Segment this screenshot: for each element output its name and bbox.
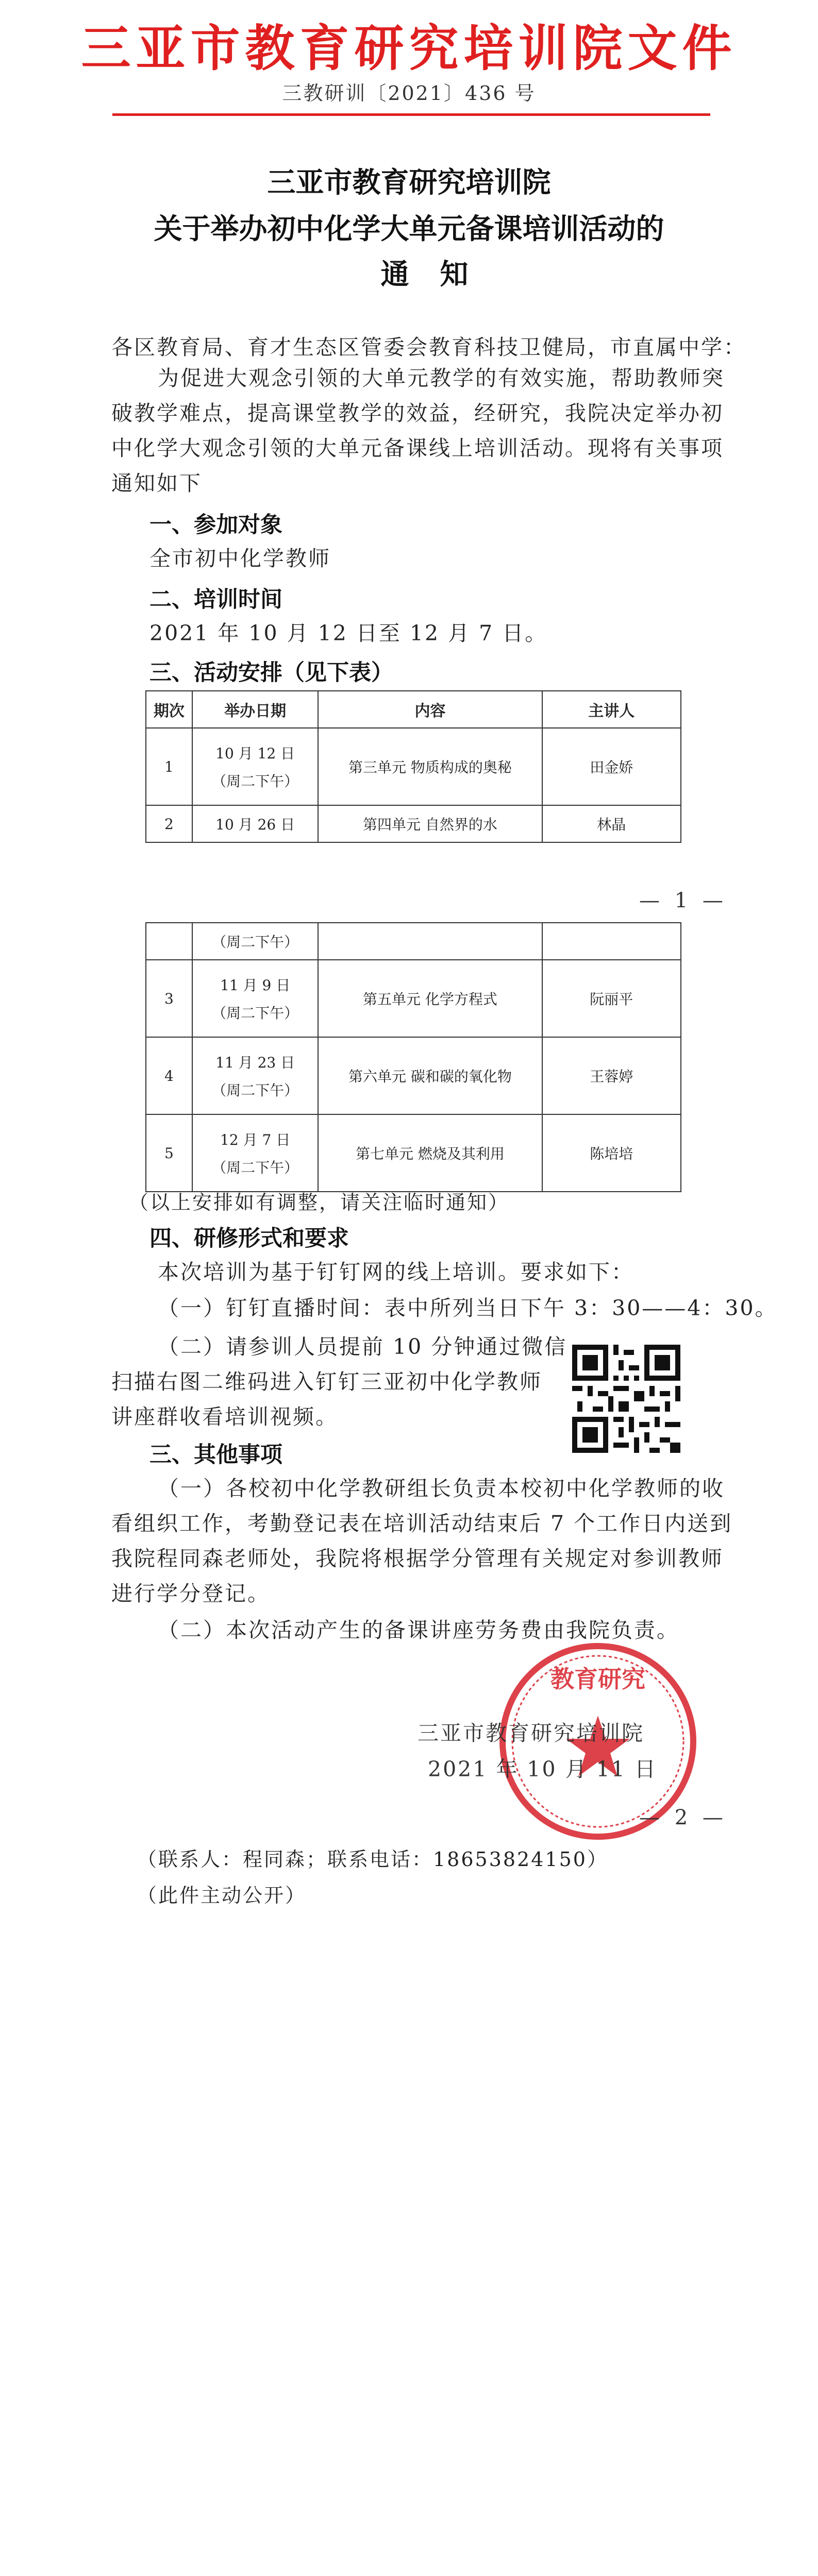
table-row: [146, 923, 681, 960]
table-cell: 阮丽平: [542, 960, 681, 1037]
table-row: [146, 728, 681, 805]
section-heading: 一、参加对象: [149, 512, 282, 538]
section-text: （一）钉钉直播时间：表中所列当日下午 3：30——4：30。: [158, 1296, 778, 1320]
table-row: [146, 960, 681, 1037]
notice-title-line2: 关于举办初中化学大单元备课培训活动的: [154, 212, 664, 245]
table-cell: 田金娇: [542, 728, 681, 805]
notice-title-line1: 三亚市教育研究培训院: [267, 166, 551, 199]
table-header: 内容: [318, 691, 542, 728]
signature-date: 2021 年 10 月 11 日: [428, 1757, 657, 1782]
table-row: [146, 805, 681, 842]
section-heading: 三、其他事项: [149, 1442, 282, 1468]
table-cell: 第五单元 化学方程式: [318, 960, 542, 1037]
header-red-rule: [112, 113, 710, 116]
section-text: 看组织工作，考勤登记表在培训活动结束后 7 个工作日内送到: [111, 1511, 733, 1536]
table-cell: 11 月 23 日 （周二下午）: [192, 1037, 319, 1114]
table-cell: 第六单元 碳和碳的氧化物: [318, 1037, 542, 1114]
table-cell: 第七单元 燃烧及其利用: [318, 1114, 542, 1192]
table-cell: 陈培培: [542, 1114, 681, 1192]
table-cell: 林晶: [542, 805, 681, 842]
table-cell: 5: [146, 1114, 192, 1192]
section-text: 我院程同森老师处，我院将根据学分管理有关规定对参训教师: [111, 1546, 724, 1571]
table-header: 期次: [146, 691, 192, 728]
section-text: 进行学分登记。: [111, 1581, 270, 1606]
table-row: [146, 1037, 681, 1114]
section-text: 2021 年 10 月 12 日至 12 月 7 日。: [149, 621, 548, 646]
table-header: 主讲人: [542, 691, 681, 728]
table-cell: 王蓉婷: [542, 1037, 681, 1114]
table-row: [146, 1114, 681, 1192]
section-text: （二）本次活动产生的备课讲座劳务费由我院负责。: [158, 1618, 679, 1642]
intro-line: 破教学难点，提高课堂教学的效益，经研究，我院决定举办初: [111, 401, 724, 426]
table-note: （以上安排如有调整，请关注临时通知）: [129, 1191, 510, 1214]
table-cell: 10 月 12 日 （周二下午）: [192, 728, 319, 805]
section-text: 本次培训为基于钉钉网的线上培训。要求如下：: [158, 1260, 634, 1284]
table-cell: 4: [146, 1037, 192, 1114]
intro-line: 中化学大观念引领的大单元备课线上培训活动。现将有关事项: [111, 436, 724, 461]
table-cell: 10 月 26 日: [192, 805, 319, 842]
table-cell: 12 月 7 日 （周二下午）: [192, 1114, 319, 1192]
section-text: （二）请参训人员提前 10 分钟通过微信: [158, 1334, 567, 1359]
table-cell: （周二下午）: [192, 923, 319, 960]
table-cell: 1: [146, 728, 192, 805]
section-text: 讲座群收看培训视频。: [111, 1404, 338, 1429]
table-header: 举办日期: [192, 691, 319, 728]
intro-line: 为促进大观念引领的大单元教学的有效实施，帮助教师突: [158, 366, 725, 391]
qr-code-image: [572, 1345, 680, 1453]
addressee: 各区教育局、育才生态区管委会教育科技卫健局，市直属中学：: [111, 335, 746, 360]
notice-title-line3: 通知: [380, 258, 499, 291]
table-cell: 第三单元 物质构成的奥秘: [318, 728, 542, 805]
page-number: — 2 —: [639, 1806, 727, 1829]
schedule-table-continued: [145, 922, 681, 1192]
document-number: 三教研训〔2021〕436 号: [282, 82, 536, 105]
schedule-table: [145, 690, 681, 843]
section-heading: 三、活动安排（见下表）: [149, 660, 393, 686]
section-text: 扫描右图二维码进入钉钉三亚初中化学教师: [111, 1369, 542, 1394]
section-heading: 二、培训时间: [149, 587, 282, 613]
page-number: — 1 —: [639, 889, 727, 912]
section-heading: 四、研修形式和要求: [149, 1226, 349, 1251]
contact-info: （联系人：程同森；联系电话：18653824150）: [137, 1848, 608, 1871]
table-cell: 11 月 9 日 （周二下午）: [192, 960, 319, 1037]
disclosure-note: （此件主动公开）: [137, 1884, 307, 1907]
table-cell: 3: [146, 960, 192, 1037]
table-cell: 2: [146, 805, 192, 842]
table-cell: 第四单元 自然界的水: [318, 805, 542, 842]
signature-org: 三亚市教育研究培训院: [418, 1721, 644, 1745]
section-text: 全市初中化学教师: [149, 546, 331, 571]
section-text: （一）各校初中化学教研组长负责本校初中化学教师的收: [158, 1476, 725, 1501]
intro-line: 通知如下: [111, 471, 202, 496]
document-header-title: 三亚市教育研究培训院文件: [81, 20, 737, 77]
svg-text:教育研究: 教育研究: [550, 1665, 645, 1693]
